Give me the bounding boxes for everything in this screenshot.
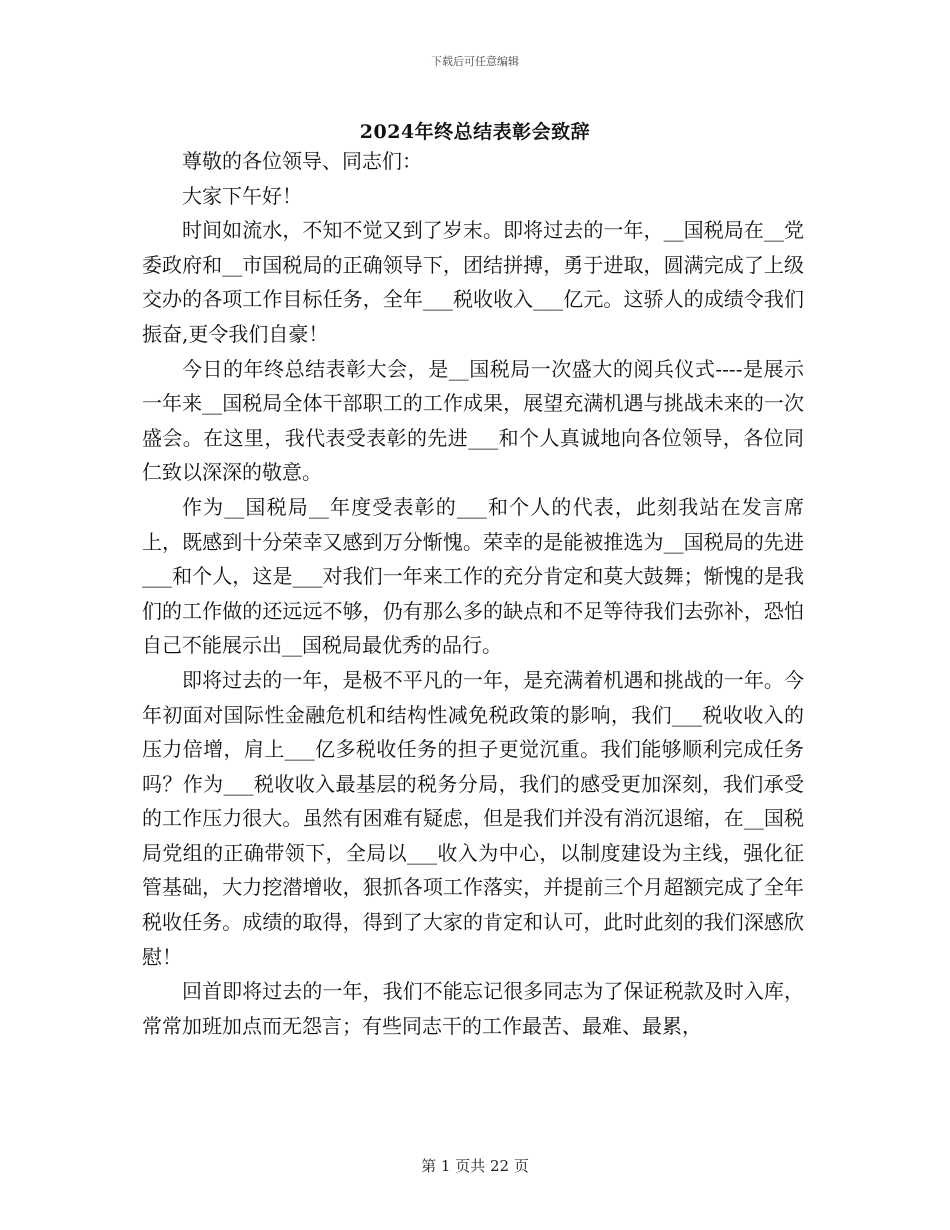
page-number-footer: 第 1 页共 22 页 (421, 1157, 529, 1175)
paragraph: 今日的年终总结表彰大会，是__国税局一次盛大的阅兵仪式----是展示一年来__国税局全体干部职工的工作成果，展望充满机遇与挑战未来的一次盛会。在这里，我代表受表彰的先进___和个人真诚地向各位领导，各位同仁致以深深的敬意。 (142, 356, 804, 485)
paragraph-greeting: 大家下午好！ (182, 183, 302, 208)
document-body (142, 144, 804, 1043)
paragraph: 即将过去的一年，是极不平凡的一年，是充满着机遇和挑战的一年。今年初面对国际性金融危机和结构性减免税政策的影响，我们___税收收入的压力倍增，肩上___亿多税收任务的担子更觉沉重。我们能够顺利完成任务吗？作为___税收收入最基层的税务分局，我们的感受更加深刻，我们承受的工作压力很大。虽然有困难有疑虑，但是我们并没有消沉退缩，在__国税局党组的正确带领下，全局以___收入为中心，以制度建设为主线，强化征管基础，大力挖潜增收，狠抓各项工作落实，并提前三个月超额完成了全年税收任务。成绩的取得，得到了大家的肯定和认可，此时此刻的我们深感欣慰！ (142, 667, 804, 969)
paragraph: 作为__国税局__年度受表彰的___和个人的代表，此刻我站在发言席上，既感到十分荣幸又感到万分惭愧。荣幸的是能被推选为__国税局的先进___和个人，这是___对我们一年来工作的充分肯定和莫大鼓舞；惭愧的是我们的工作做的还远远不够，仍有那么多的缺点和不足等待我们去弥补，恐怕自己不能展示出__国税局最优秀的品行。 (142, 494, 804, 658)
paragraph: 回首即将过去的一年，我们不能忘记很多同志为了保证税款及时入库，常常加班加点而无怨言；有些同志干的工作最苦、最难、最累， (142, 979, 804, 1038)
paragraph-salutation: 尊敬的各位领导、同志们： (182, 149, 422, 173)
paragraph: 时间如流水，不知不觉又到了岁末。即将过去的一年，__国税局在__党委政府和__市国税局的正确领导下，团结拼搏，勇于进取，圆满完成了上级交办的各项工作目标任务，全年___税收收入___亿元。这骄人的成绩令我们振奋,更令我们自豪！ (142, 218, 804, 346)
document-title: 2024年终总结表彰会致辞 (359, 121, 591, 143)
page-header-note: 下载后可任意编辑 (431, 55, 519, 68)
